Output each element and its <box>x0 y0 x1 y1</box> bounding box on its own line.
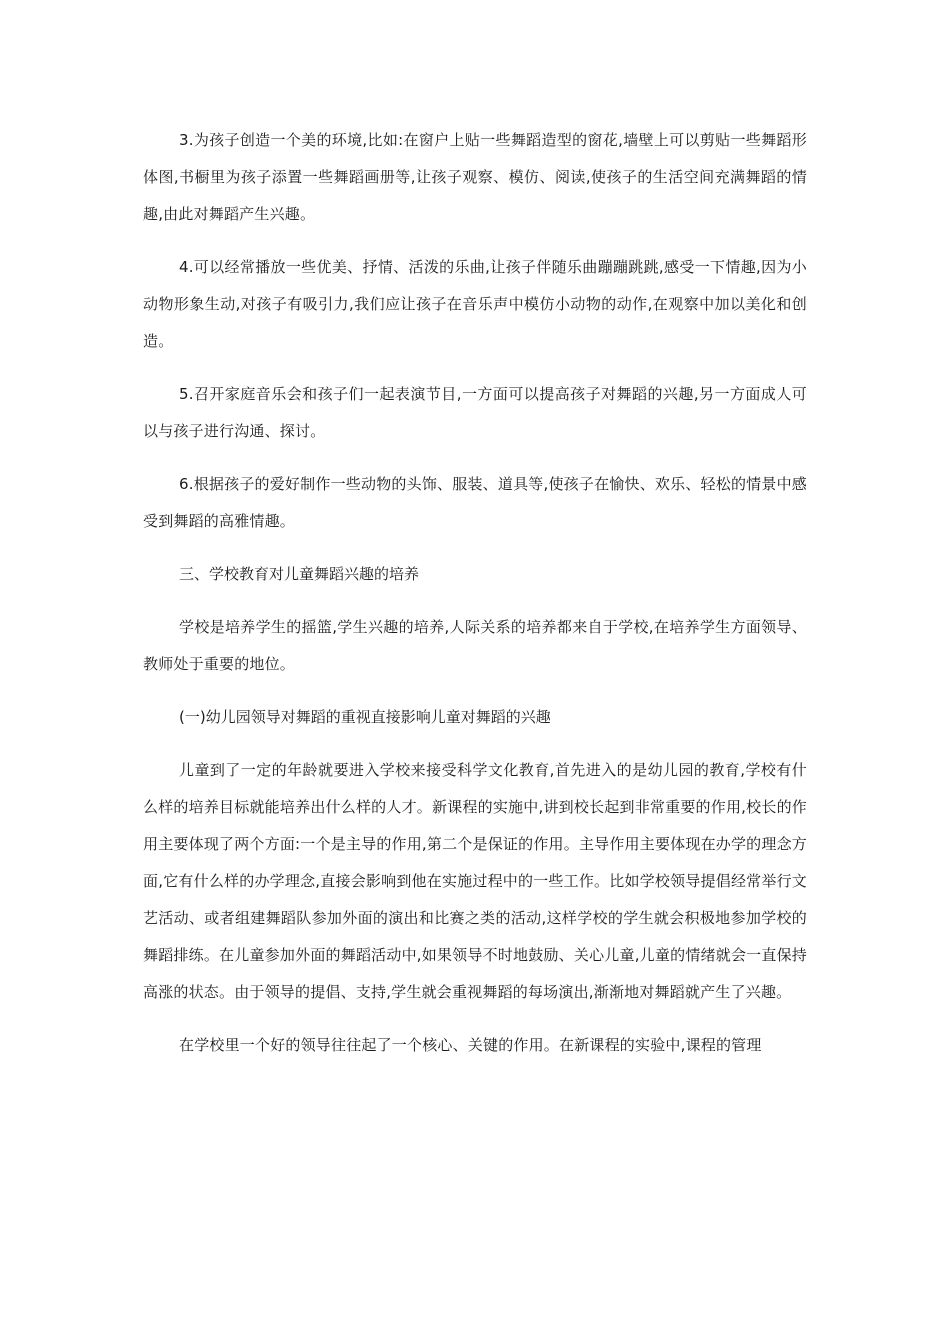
paragraph-leadership-role: 在学校里一个好的领导往往起了一个核心、关键的作用。在新课程的实验中,课程的管理 <box>179 1036 762 1054</box>
paragraph-kindergarten-education: 儿童到了一定的年龄就要进入学校来接受科学文化教育,首先进入的是幼儿园的教育,学校有什么样的培养目标就能培养出什么样的人才。新课程的实施中,讲到校长起到非常重要的作用,校长的作用主要体现了两个方面:一个是主导的作用,第二个是保证的作用。主导作用主要体现在办学的理念方面,它有什么样的办学理念,直接会影响到他在实施过程中的一些工作。比如学校领导提倡经常举行文艺活动、或者组建舞蹈队参加外面的演出和比赛之类的活动,这样学校的学生就会积极地参加学校的舞蹈排练。在儿童参加外面的舞蹈活动中,如果领导不时地鼓励、关心儿童,儿童的情绪就会一直保持高涨的状态。由于领导的提倡、支持,学生就会重视舞蹈的每场演出,渐渐地对舞蹈就产生了兴趣。 <box>143 761 807 1001</box>
paragraph-item-6: 6.根据孩子的爱好制作一些动物的头饰、服装、道具等,使孩子在愉快、欢乐、轻松的情景中感受到舞蹈的高雅情趣。 <box>143 475 807 530</box>
paragraph-item-3: 3.为孩子创造一个美的环境,比如:在窗户上贴一些舞蹈造型的窗花,墙壁上可以剪贴一些舞蹈形体图,书橱里为孩子添置一些舞蹈画册等,让孩子观察、模仿、阅读,使孩子的生活空间充满舞蹈的情趣,由此对舞蹈产生兴趣。 <box>143 131 807 223</box>
paragraph-item-5: 5.召开家庭音乐会和孩子们一起表演节目,一方面可以提高孩子对舞蹈的兴趣,另一方面成人可以与孩子进行沟通、探讨。 <box>143 385 807 440</box>
section-heading-school-education: 三、学校教育对儿童舞蹈兴趣的培养 <box>179 565 420 583</box>
paragraph-school-intro: 学校是培养学生的摇篮,学生兴趣的培养,人际关系的培养都来自于学校,在培养学生方面领导、教师处于重要的地位。 <box>143 618 807 673</box>
subsection-heading-kindergarten-leadership: (一)幼儿园领导对舞蹈的重视直接影响儿童对舞蹈的兴趣 <box>179 708 551 726</box>
document-body <box>143 122 807 1080</box>
paragraph-item-4: 4.可以经常播放一些优美、抒情、活泼的乐曲,让孩子伴随乐曲蹦蹦跳跳,感受一下情趣,因为小动物形象生动,对孩子有吸引力,我们应让孩子在音乐声中模仿小动物的动作,在观察中加以美化和创造。 <box>143 258 807 350</box>
